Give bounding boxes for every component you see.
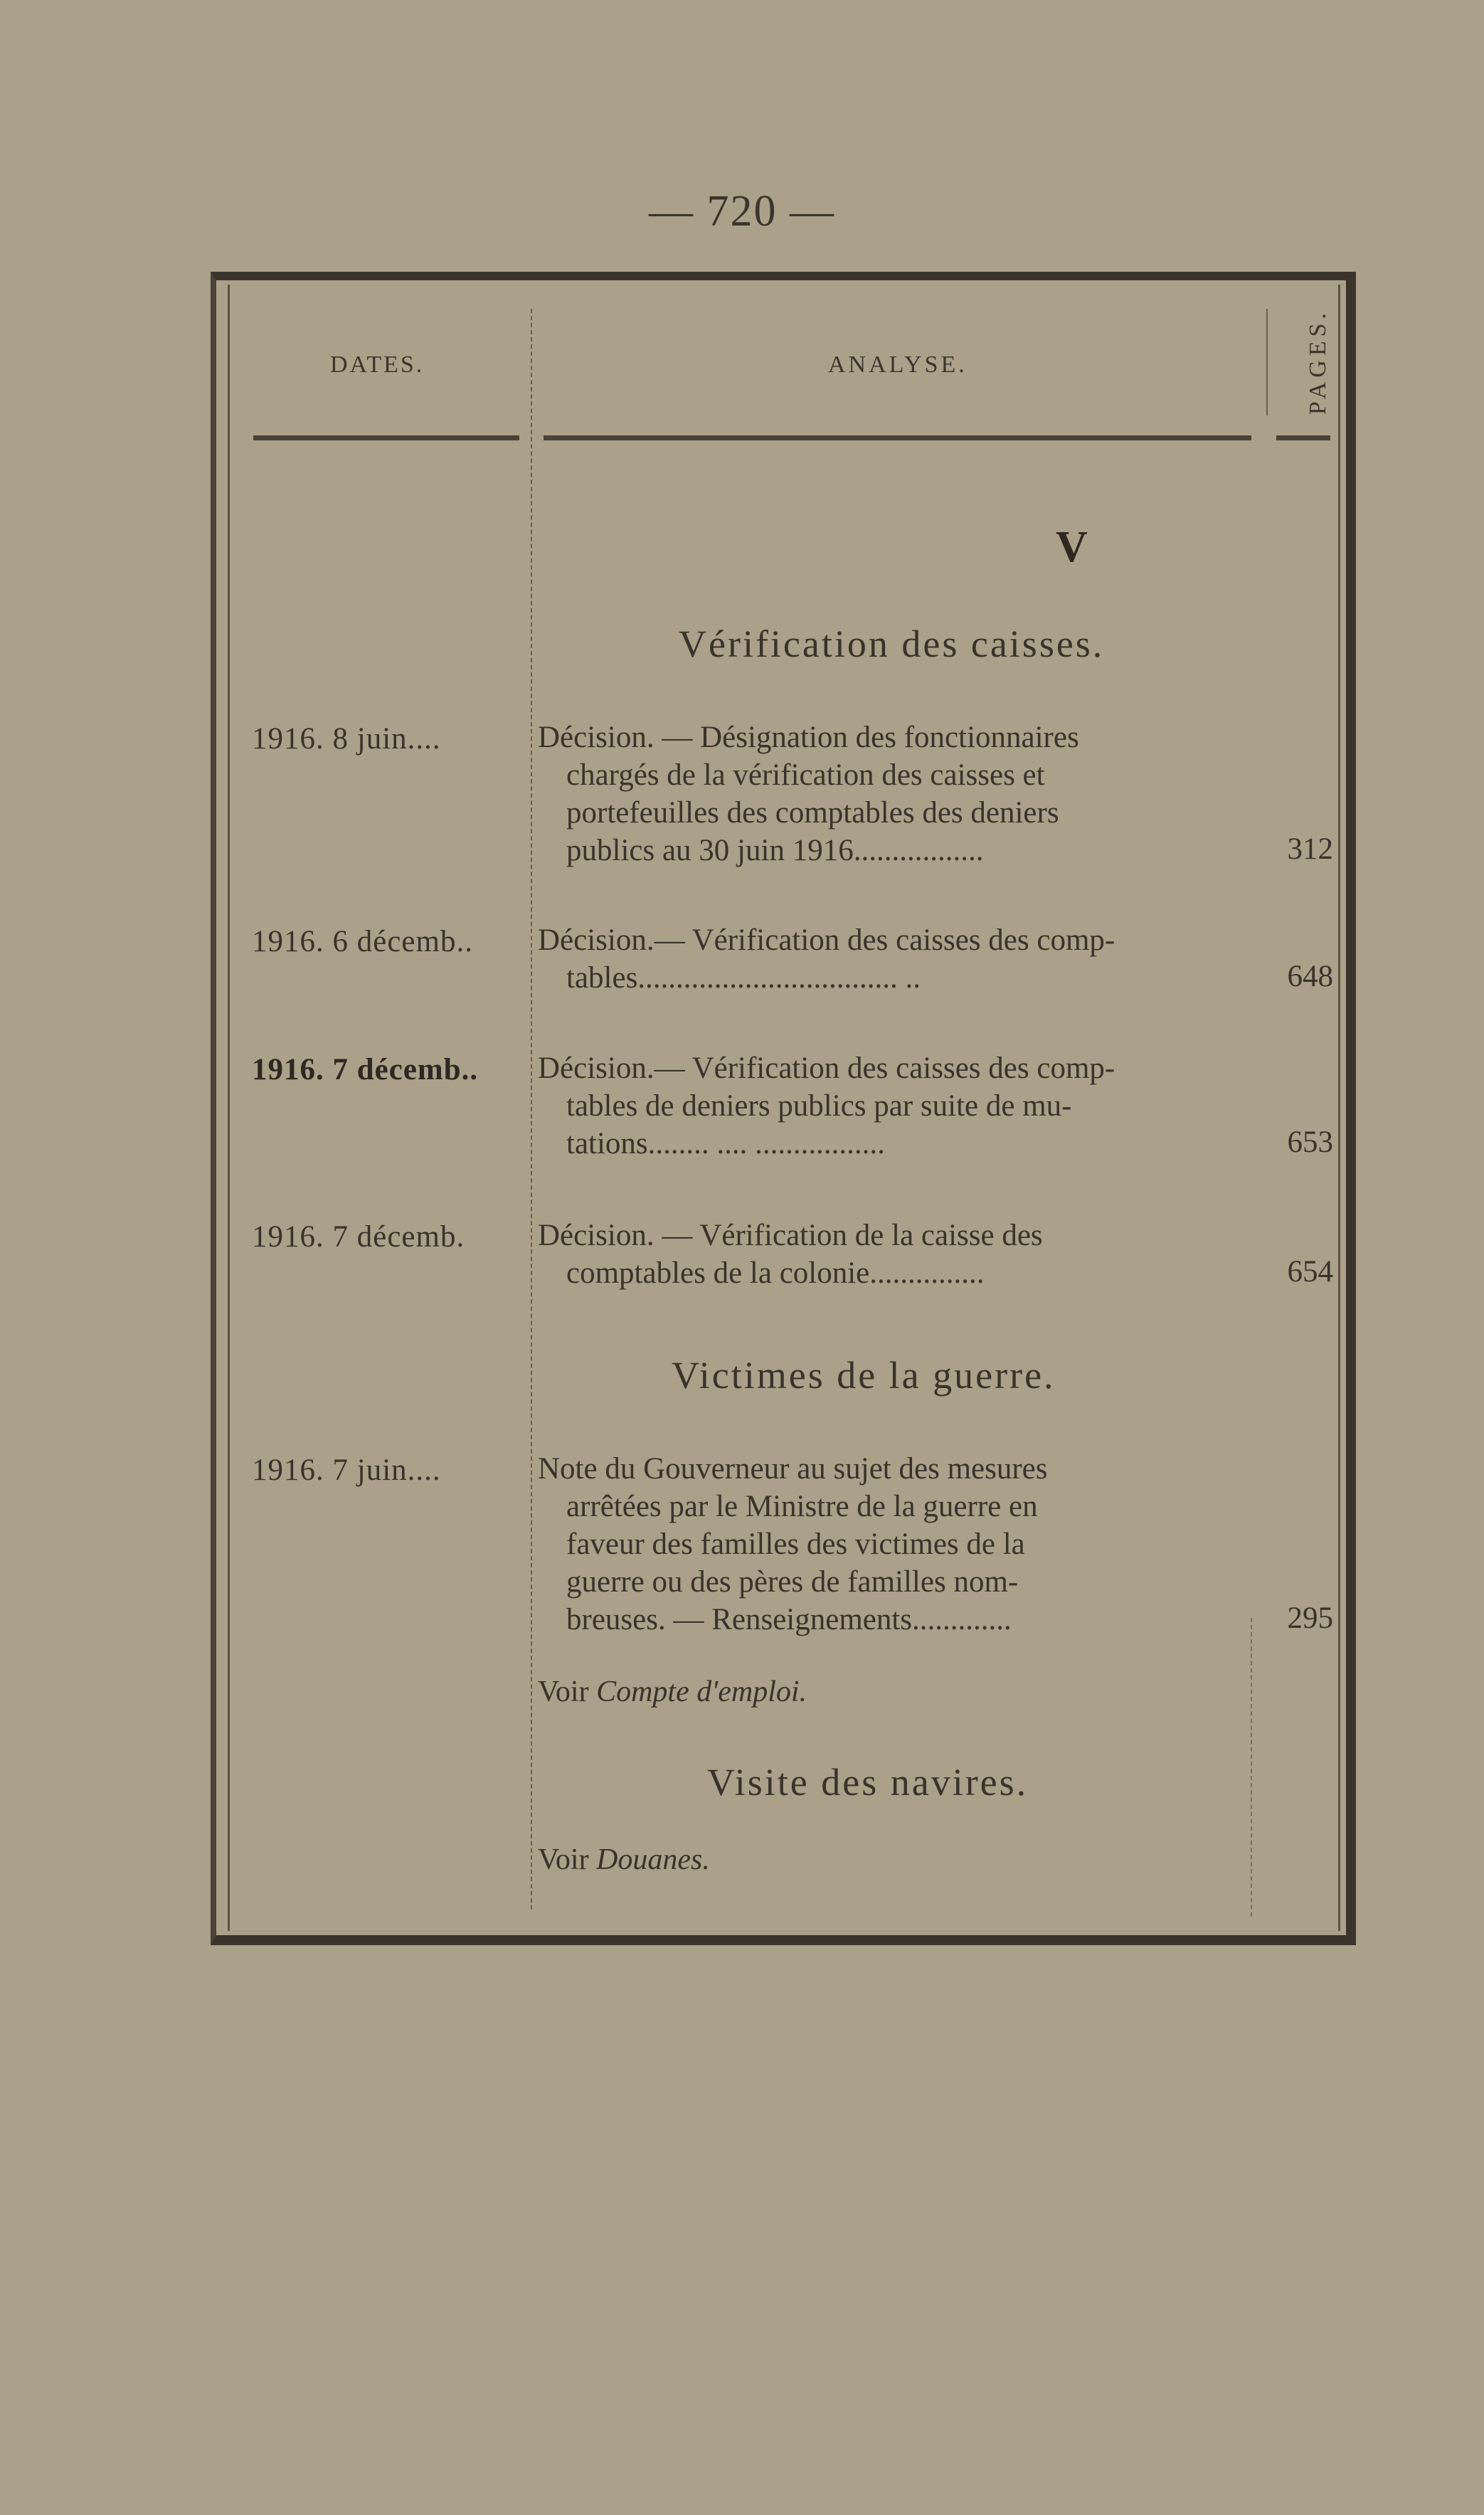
entry-analysis (538, 1049, 1249, 1163)
entry-line: chargés de la vérification des caisses et (566, 758, 1045, 792)
entry-line: portefeuilles des comptables des deniers (566, 796, 1059, 830)
entry-page: 654 (1287, 1255, 1333, 1288)
entry-line: arrêtées par le Ministre de la guerre en (566, 1490, 1038, 1523)
entry-line: Note du Gouverneur au sujet des mesures (538, 1452, 1048, 1486)
entry-line: breuses. — Renseignements............. (566, 1603, 1012, 1636)
entry-date: 1916. 6 décemb.. (252, 925, 473, 958)
header-analyse: ANALYSE. (828, 351, 968, 378)
section-heading-victimes: Victimes de la guerre. (672, 1354, 1056, 1397)
entry-analysis (538, 921, 1249, 997)
voir-target: Compte d'emploi. (596, 1675, 807, 1708)
page-number: — 720 — (649, 187, 835, 235)
section-heading-verification: Vérification des caisses. (679, 623, 1105, 665)
entry-date: 1916. 7 juin.... (252, 1454, 441, 1487)
header-rule-analyse (544, 435, 1251, 440)
entry-date: 1916. 8 juin.... (252, 722, 441, 756)
entry-line: Décision. — Vérification de la caisse des (538, 1219, 1043, 1252)
index-table (211, 272, 1356, 1945)
header-rule-pages (1276, 435, 1330, 440)
voir-target: Douanes. (596, 1843, 710, 1876)
header-rule-dates (253, 435, 519, 440)
entry-line: guerre ou des pères de familles nom- (566, 1565, 1019, 1599)
voir-prefix: Voir (538, 1843, 589, 1876)
entry-page: 295 (1287, 1601, 1333, 1635)
entry-page: 648 (1287, 960, 1333, 993)
entry-analysis (538, 719, 1249, 869)
section-letter: V (1056, 523, 1088, 571)
entry-line: Décision. — Désignation des fonctionnaires (538, 721, 1079, 754)
entry-line: comptables de la colonie............... (566, 1256, 985, 1290)
inner-right-rule (1338, 285, 1340, 1931)
entry-date: 1916. 7 décemb.. (252, 1053, 479, 1086)
section-heading-visite: Visite des navires. (707, 1761, 1029, 1804)
entry-line: Décision.— Vérification des caisses des comp- (538, 923, 1115, 957)
entry-line: tables de deniers publics par suite de mu- (566, 1089, 1072, 1123)
header-pages: PAGES. (1305, 309, 1331, 415)
voir-prefix: Voir (538, 1675, 589, 1708)
entry-analysis (538, 1217, 1249, 1292)
column-divider-pages-lower (1251, 1618, 1252, 1917)
table-header (216, 280, 1346, 451)
entry-line: tables.................................. .. (566, 961, 921, 995)
entry-page: 653 (1287, 1126, 1333, 1159)
entry-line: tations........ .... ................. (566, 1127, 885, 1160)
cross-reference-compte (538, 1675, 807, 1709)
inner-left-rule (228, 285, 230, 1931)
header-dates: DATES. (330, 351, 425, 378)
entry-line: Décision.— Vérification des caisses des comp- (538, 1052, 1115, 1085)
entry-line: faveur des familles des victimes de la (566, 1527, 1025, 1561)
cross-reference-douanes (538, 1843, 710, 1877)
entry-line: publics au 30 juin 1916................. (566, 834, 984, 867)
column-divider-pages (1266, 309, 1268, 415)
entry-analysis (538, 1450, 1249, 1638)
entry-date: 1916. 7 décemb. (252, 1220, 465, 1254)
column-divider-dates (531, 309, 532, 1910)
entry-page: 312 (1287, 832, 1333, 866)
